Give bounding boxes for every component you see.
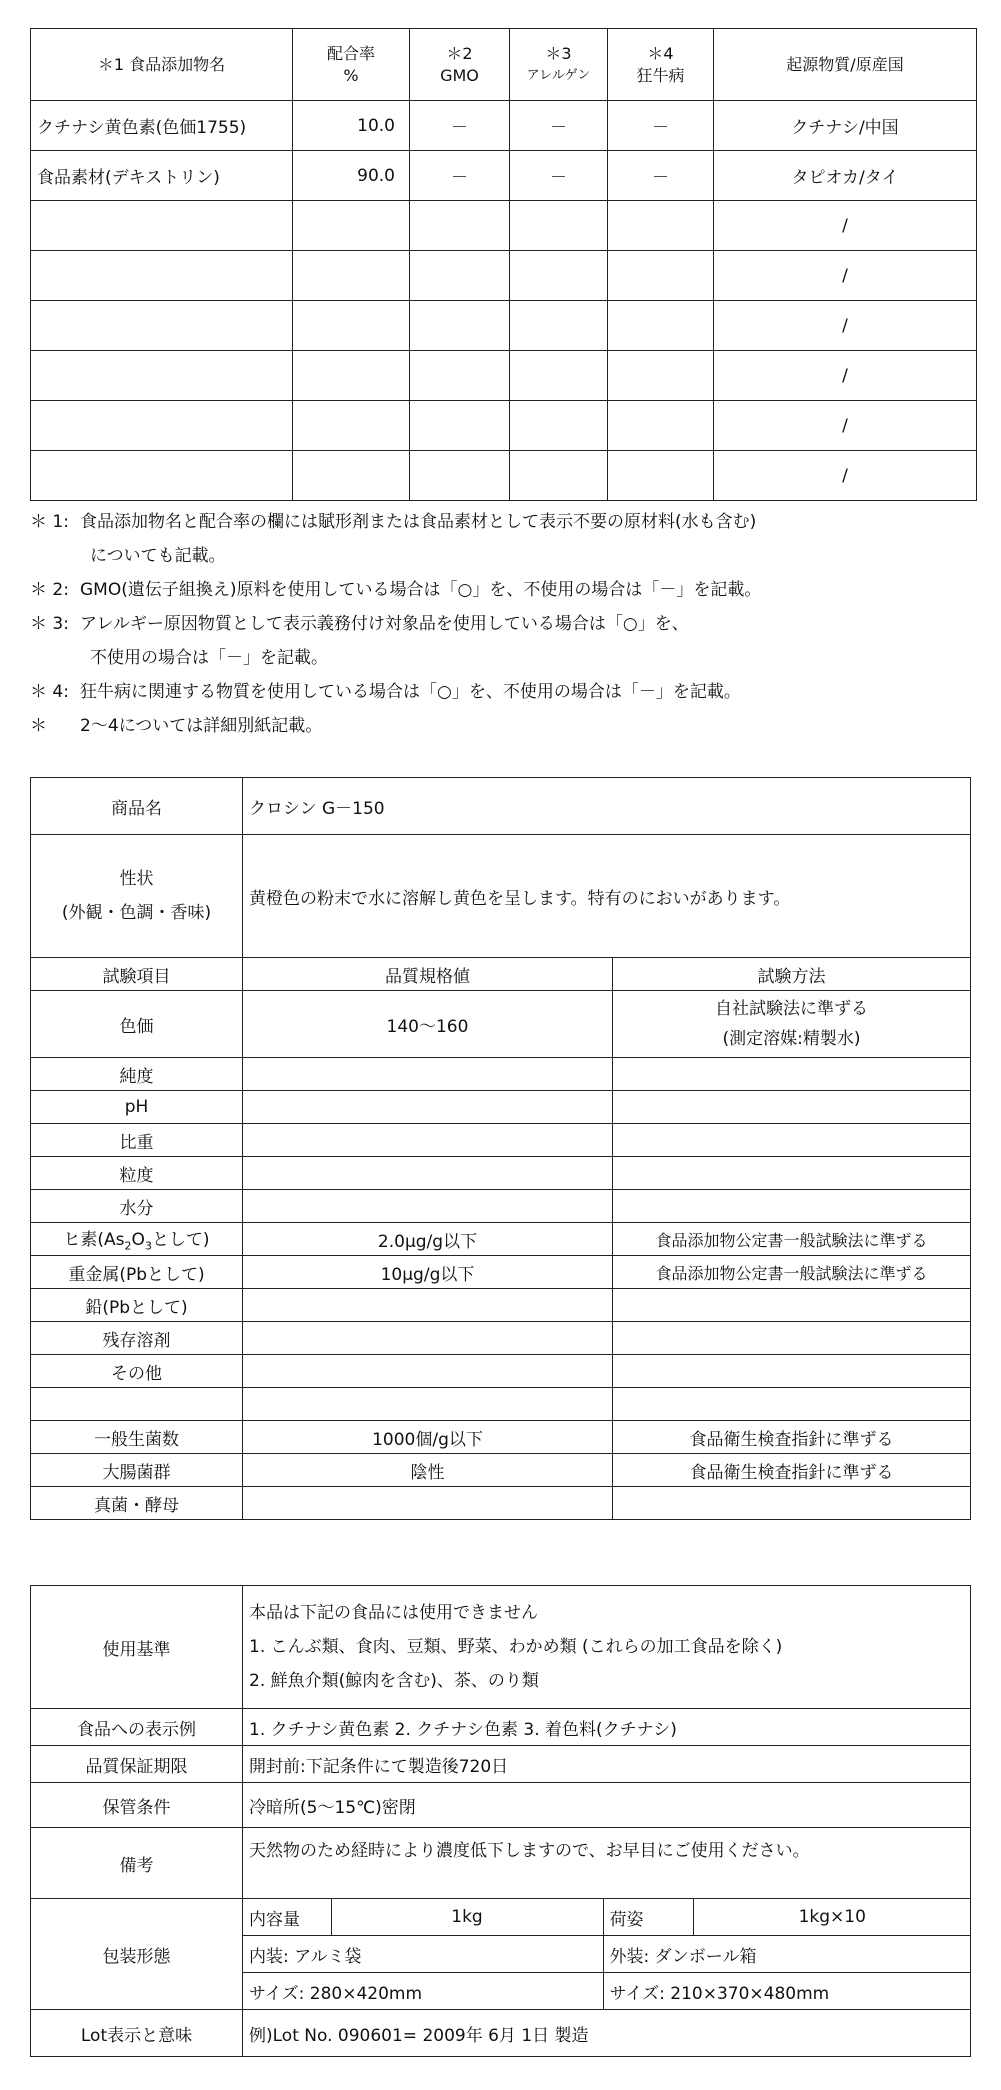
gmo-value — [410, 251, 510, 301]
allergen-value — [510, 351, 608, 401]
ratio-value — [293, 451, 410, 501]
spec-row — [31, 1421, 971, 1454]
allergen-value: － — [510, 151, 608, 201]
gmo-value — [410, 351, 510, 401]
ratio-value — [293, 401, 410, 451]
composition-row — [31, 451, 977, 501]
bse-value — [608, 451, 714, 501]
quality-period-value: 開封前:下記条件にて製造後720日 — [243, 1746, 971, 1783]
lot-value: 例)Lot No. 090601= 2009年 6月 1日 製造 — [243, 2010, 971, 2057]
footnotes — [30, 505, 980, 743]
composition-row — [31, 201, 977, 251]
allergen-value — [510, 301, 608, 351]
test-item: 粒度 — [31, 1157, 243, 1190]
origin-header: 起源物質/原産国 — [714, 29, 977, 101]
test-item: pH — [31, 1091, 243, 1124]
outer-size: サイズ: 210×370×480mm — [609, 1983, 830, 2004]
spec-value: 陰性 — [243, 1454, 613, 1487]
allergen-value — [510, 451, 608, 501]
pack-style-value: 1kg×10 — [693, 1899, 971, 1936]
additive-header: ＊1 食品添加物名 — [31, 29, 293, 101]
test-method — [613, 1355, 971, 1388]
spec-value: 1000個/g以下 — [243, 1421, 613, 1454]
bse-value — [608, 201, 714, 251]
spec-value — [243, 1157, 613, 1190]
spec-row — [31, 1058, 971, 1091]
lot-row — [31, 2010, 971, 2057]
spec-row — [31, 1223, 971, 1256]
gmo-value: － — [410, 101, 510, 151]
remarks-row — [31, 1828, 971, 1899]
additive-name — [31, 351, 293, 401]
storage-row — [31, 1783, 971, 1828]
composition-header-row — [31, 29, 977, 101]
spec-row — [31, 1157, 971, 1190]
bse-value — [608, 301, 714, 351]
origin-value: クチナシ/中国 — [714, 101, 977, 151]
test-method-header: 試験方法 — [613, 958, 971, 991]
spec-value — [243, 1322, 613, 1355]
product-label: 商品名 — [31, 778, 243, 835]
packaging-detail — [243, 1899, 971, 2010]
test-item-header: 試験項目 — [31, 958, 243, 991]
quality-period-row — [31, 1746, 971, 1783]
pack-style-label: 荷姿 — [603, 1899, 693, 1936]
ratio-value: 90.0 — [293, 151, 410, 201]
spec-value — [243, 1487, 613, 1520]
origin-value: / — [714, 401, 977, 451]
spec-row — [31, 1454, 971, 1487]
allergen-header: ＊3 アレルゲン — [510, 29, 608, 101]
ratio-value: 10.0 — [293, 101, 410, 151]
usage-standard-value: 本品は下記の食品には使用できません 1. こんぶ類、食肉、豆類、野菜、わかめ類 (これらの加工食品を除く) 2. 鮮魚介類(鯨肉を含む)、茶、のり類 — [243, 1586, 971, 1709]
allergen-value — [510, 201, 608, 251]
composition-row — [31, 151, 977, 201]
additive-name: クチナシ黄色素(色価1755) — [31, 101, 293, 151]
remarks-value: 天然物のため経時により濃度低下しますので、お早目にご使用ください。 — [243, 1828, 971, 1899]
remarks-label: 備考 — [31, 1828, 243, 1899]
spec-row — [31, 1355, 971, 1388]
test-item: 鉛(Pbとして) — [31, 1289, 243, 1322]
composition-row — [31, 251, 977, 301]
test-method — [613, 1157, 971, 1190]
test-item: 水分 — [31, 1190, 243, 1223]
test-method: 食品衛生検査指針に準ずる — [613, 1454, 971, 1487]
footnote: ＊ 1: 食品添加物名と配合率の欄には賦形剤または食品素材として表示不要の原材料(水も含む) — [30, 512, 757, 532]
spec-header-row — [31, 958, 971, 991]
bse-value — [608, 251, 714, 301]
test-method — [613, 1091, 971, 1124]
content-value: 1kg — [331, 1899, 603, 1936]
test-item: 大腸菌群 — [31, 1454, 243, 1487]
spec-value — [243, 1289, 613, 1322]
additive-name: 食品素材(デキストリン) — [31, 151, 293, 201]
spec-value-header: 品質規格値 — [243, 958, 613, 991]
gmo-value — [410, 301, 510, 351]
product-name: クロシン G－150 — [243, 778, 971, 835]
footnote: ＊ 2: GMO(遺伝子組換え)原料を使用している場合は「○」を、不使用の場合は「－」を記載。 — [30, 580, 762, 600]
display-example-label: 食品への表示例 — [31, 1709, 243, 1746]
footnote-continuation: 不使用の場合は「－」を記載。 — [90, 648, 328, 668]
bse-value — [608, 401, 714, 451]
origin-value: / — [714, 301, 977, 351]
outer-pack: 外装: ダンボール箱 — [603, 1936, 971, 1973]
spec-value — [243, 1058, 613, 1091]
storage-value: 冷暗所(5～15℃)密閉 — [243, 1783, 971, 1828]
usage-standard-row — [31, 1586, 971, 1709]
quality-period-label: 品質保証期限 — [31, 1746, 243, 1783]
test-method — [613, 1487, 971, 1520]
spec-value — [243, 1388, 613, 1421]
packaging-grid — [243, 1899, 971, 2009]
test-item: その他 — [31, 1355, 243, 1388]
ratio-value — [293, 251, 410, 301]
additive-name — [31, 251, 293, 301]
spec-row — [31, 1388, 971, 1421]
gmo-value — [410, 201, 510, 251]
footnote: ＊ 4: 狂牛病に関連する物質を使用している場合は「○」を、不使用の場合は「－」を記載。 — [30, 682, 741, 702]
spec-row — [31, 1487, 971, 1520]
usage-table — [30, 1585, 971, 2057]
spec-value: 10μg/g以下 — [243, 1256, 613, 1289]
composition-row — [31, 351, 977, 401]
additive-name — [31, 401, 293, 451]
spec-value — [243, 1124, 613, 1157]
display-example-row — [31, 1709, 971, 1746]
inner-pack: 内装: アルミ袋 — [243, 1936, 603, 1973]
test-method: 自社試験法に準ずる (測定溶媒:精製水) — [613, 991, 971, 1058]
test-method — [613, 1190, 971, 1223]
composition-row — [31, 101, 977, 151]
spec-value — [243, 1355, 613, 1388]
property-row — [31, 835, 971, 958]
bse-header: ＊4 狂牛病 — [608, 29, 714, 101]
test-method: 食品添加物公定書一般試験法に準ずる — [613, 1223, 971, 1256]
ratio-value — [293, 351, 410, 401]
test-method: 食品添加物公定書一般試験法に準ずる — [613, 1256, 971, 1289]
inner-size: サイズ: 280×420mm — [243, 1973, 603, 2010]
spec-row — [31, 1124, 971, 1157]
spec-value — [243, 1190, 613, 1223]
test-method — [613, 1058, 971, 1091]
lot-label: Lot表示と意味 — [31, 2010, 243, 2057]
bse-value: － — [608, 101, 714, 151]
test-item: 比重 — [31, 1124, 243, 1157]
allergen-value — [510, 251, 608, 301]
storage-label: 保管条件 — [31, 1783, 243, 1828]
additive-name — [31, 201, 293, 251]
spec-value: 140～160 — [243, 991, 613, 1058]
allergen-value — [510, 401, 608, 451]
spec-value — [243, 1091, 613, 1124]
property-label: 性状 (外観・色調・香味) — [31, 835, 243, 958]
bse-value: － — [608, 151, 714, 201]
test-method — [613, 1388, 971, 1421]
test-method — [613, 1124, 971, 1157]
additive-name — [31, 451, 293, 501]
spec-row — [31, 1091, 971, 1124]
content-label: 内容量 — [243, 1899, 331, 1936]
test-method — [613, 1289, 971, 1322]
test-item — [31, 1388, 243, 1421]
allergen-value: － — [510, 101, 608, 151]
origin-value: タピオカ/タイ — [714, 151, 977, 201]
gmo-value — [410, 401, 510, 451]
specification-table — [30, 777, 971, 1520]
spec-row — [31, 991, 971, 1058]
origin-value: / — [714, 451, 977, 501]
origin-value: / — [714, 351, 977, 401]
origin-value: / — [714, 201, 977, 251]
display-example-value: 1. クチナシ黄色素 2. クチナシ色素 3. 着色料(クチナシ) — [243, 1709, 971, 1746]
spec-row — [31, 1322, 971, 1355]
test-item: 残存溶剤 — [31, 1322, 243, 1355]
spec-value: 2.0μg/g以下 — [243, 1223, 613, 1256]
footnote: ＊ 3: アレルギー原因物質として表示義務付け対象品を使用している場合は「○」を、 — [30, 614, 689, 634]
origin-value: / — [714, 251, 977, 301]
property-value: 黄橙色の粉末で水に溶解し黄色を呈します。特有のにおいがあります。 — [243, 835, 971, 958]
test-item: 純度 — [31, 1058, 243, 1091]
bse-value — [608, 351, 714, 401]
footnote-continuation: についても記載。 — [90, 546, 226, 566]
test-method — [613, 1322, 971, 1355]
packaging-content-row — [243, 1899, 971, 1936]
composition-row — [31, 401, 977, 451]
gmo-header: ＊2 GMO — [410, 29, 510, 101]
packaging-label: 包装形態 — [31, 1899, 243, 2010]
spec-row — [31, 1289, 971, 1322]
product-row — [31, 778, 971, 835]
gmo-value: － — [410, 151, 510, 201]
packaging-row — [31, 1899, 971, 2010]
test-method: 食品衛生検査指針に準ずる — [613, 1421, 971, 1454]
composition-table — [30, 28, 977, 501]
test-item: 色価 — [31, 991, 243, 1058]
packaging-material-row — [243, 1936, 971, 1973]
ratio-value — [293, 201, 410, 251]
test-item: 一般生菌数 — [31, 1421, 243, 1454]
spec-row — [31, 1256, 971, 1289]
ratio-value — [293, 301, 410, 351]
gmo-value — [410, 451, 510, 501]
composition-row — [31, 301, 977, 351]
usage-standard-label: 使用基準 — [31, 1586, 243, 1709]
test-item: 重金属(Pbとして) — [31, 1256, 243, 1289]
test-item: 真菌・酵母 — [31, 1487, 243, 1520]
ratio-header: 配合率 % — [293, 29, 410, 101]
packaging-size-row — [243, 1973, 971, 2010]
additive-name — [31, 301, 293, 351]
footnote: ＊ 2～4については詳細別紙記載。 — [30, 716, 323, 736]
test-item: ヒ素($As_2O_3$として) — [31, 1223, 243, 1256]
spec-row — [31, 1190, 971, 1223]
